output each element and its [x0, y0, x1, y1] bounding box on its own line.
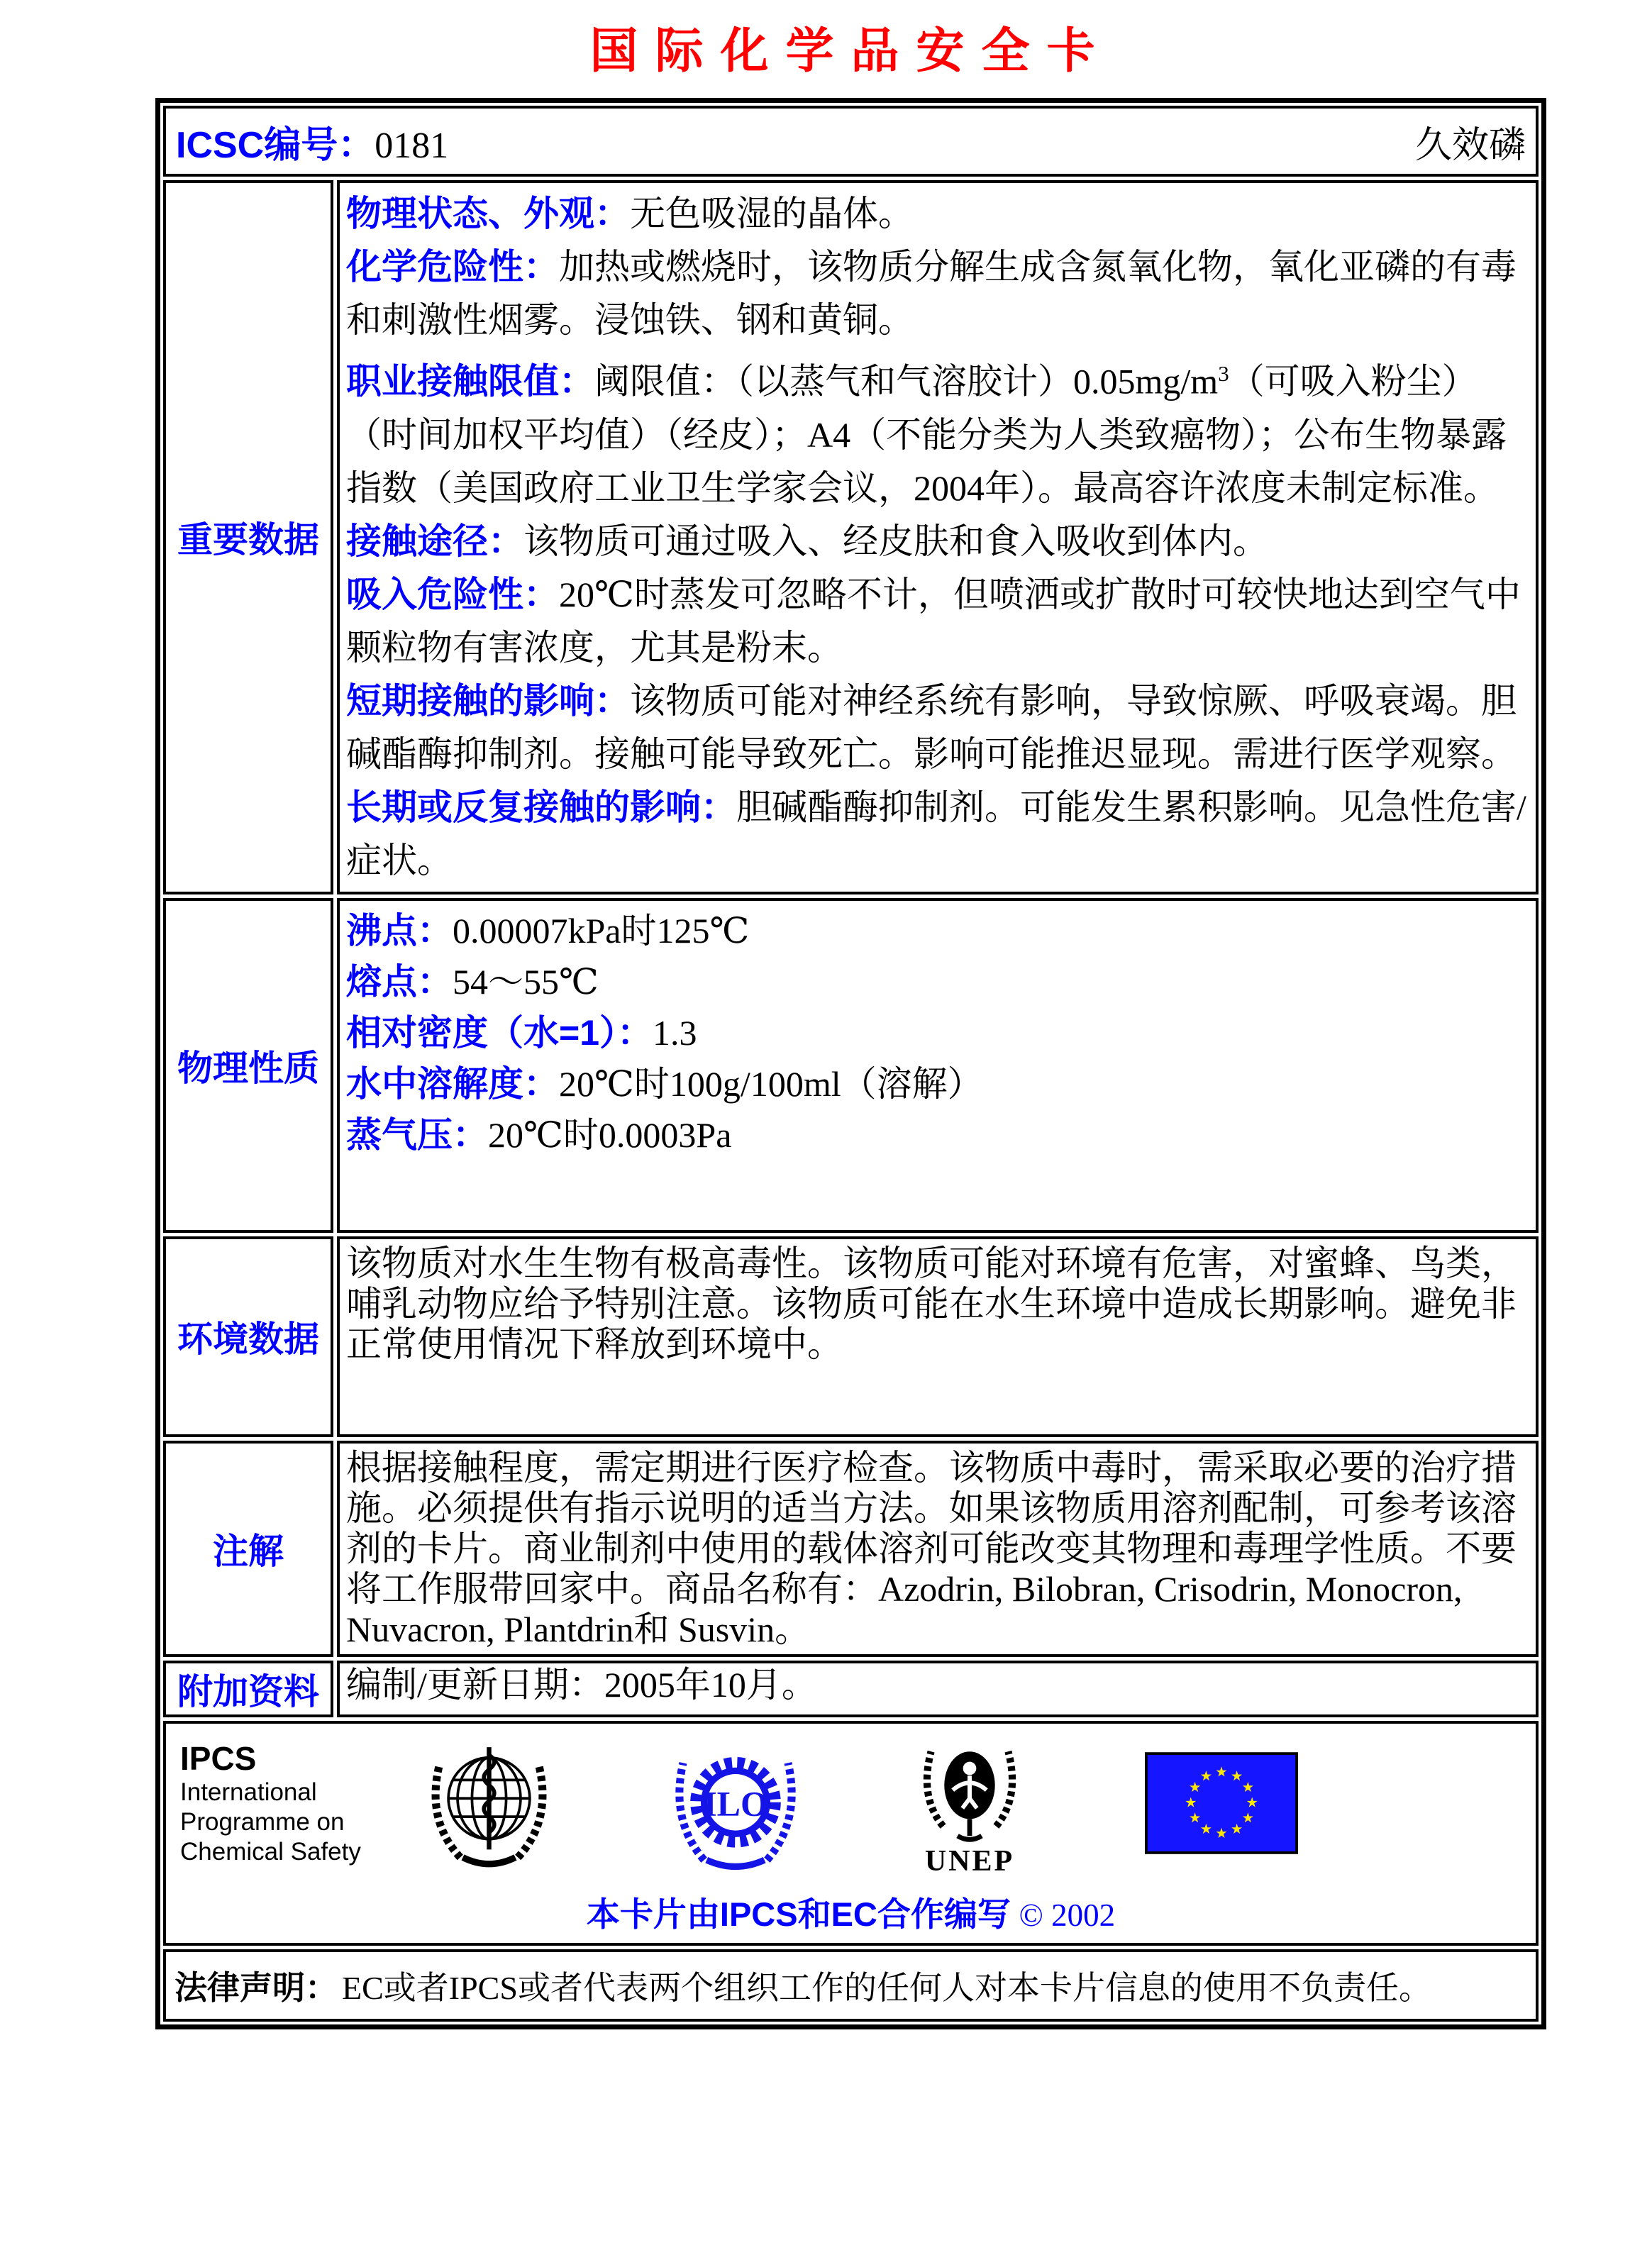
icsc-number-group — [176, 115, 448, 168]
important-item: 化学危险性：加热或燃烧时，该物质分解生成含氮氧化物，氧化亚磷的有毒和刺激性烟雾。浸蚀铁、钢和黄铜。 — [346, 247, 1517, 340]
caption-copyright: © 2002 — [1019, 1897, 1116, 1933]
legal-cell — [163, 1949, 1539, 2022]
icsc-card-table — [155, 98, 1546, 2029]
environmental-data-row — [163, 1236, 1539, 1437]
physical-properties-content — [337, 898, 1539, 1233]
svg-text:ILO: ILO — [703, 1783, 768, 1823]
important-item: 长期或反复接触的影响：胆碱酯酶抑制剂。可能发生累积影响。见急性危害/症状。 — [346, 787, 1526, 880]
superscript: 3 — [1218, 361, 1229, 386]
page-title: 国际化学品安全卡 — [589, 24, 1112, 78]
chemical-name: 久效磷 — [1414, 125, 1526, 166]
physical-item: 相对密度（水=1）：1.3 — [346, 1012, 697, 1053]
important-data-content — [337, 180, 1539, 894]
important-item: 短期接触的影响：该物质可能对神经系统有影响，导致惊厥、呼吸衰竭。胆碱酯酶抑制剂。接触可能导致死亡。影响可能推迟显现。需进行医学观察。 — [346, 680, 1517, 774]
row-label-notes: 注解 — [163, 1441, 333, 1657]
physical-item: 蒸气压：20℃时0.0003Pa — [346, 1114, 732, 1155]
header-row — [163, 106, 1539, 177]
notes-content — [337, 1441, 1539, 1657]
icsc-number-value: 0181 — [375, 125, 449, 166]
notes-text: 根据接触程度，需定期进行医疗检查。该物质中毒时，需采取必要的治疗措施。必须提供有指示说明的适当方法。如果该物质用溶剂配制，可参考该溶剂的卡片。商业制剂中使用的载体溶剂可能改变其物理和毒理学性质。不要将工作服带回家中。商品名称有：Azodrin, Bilobran, Crisodrin, Monocron, Nuvacron, Plantdrin和 Susvin。 — [346, 1447, 1517, 1649]
ipcs-line: Chemical Safety — [180, 1837, 361, 1866]
environmental-text: 该物质对水生生物有极高毒性。该物质可能对环境有危害，对蜜蜂、鸟类，哺乳动物应给予特别注意。该物质可能在水生环境中造成长期影响。避免非正常使用情况下释放到环境中。 — [346, 1243, 1517, 1364]
unep-wordmark: UNEP — [924, 1844, 1015, 1878]
legal-row — [163, 1949, 1539, 2022]
logos-cell — [163, 1721, 1539, 1946]
physical-item: 熔点：54～55℃ — [346, 961, 599, 1002]
ipcs-line: Programme on — [180, 1807, 345, 1836]
unep-logo-block — [909, 1739, 1030, 1877]
legal-text: EC或者IPCS或者代表两个组织工作的任何人对本卡片信息的使用不负责任。 — [342, 1969, 1431, 2006]
row-label-important-data: 重要数据 — [163, 180, 333, 894]
icsc-number-label: ICSC编号： — [176, 124, 375, 166]
ilo-emblem-icon — [668, 1739, 803, 1871]
eu-flag-icon — [1145, 1752, 1298, 1854]
notes-row — [163, 1441, 1539, 1657]
ipcs-line: International — [180, 1778, 317, 1806]
additional-info-row — [163, 1661, 1539, 1717]
caption-text: 本卡片由IPCS和EC合作编写 — [586, 1895, 1011, 1933]
unep-emblem-icon — [909, 1739, 1030, 1846]
additional-info-text: 编制/更新日期：2005年10月。 — [346, 1664, 817, 1705]
row-label-environmental-data: 环境数据 — [163, 1236, 333, 1437]
important-item: 吸入危险性：20℃时蒸发可忽略不计，但喷洒或扩散时可较快地达到空气中颗粒物有害浓度，尤其是粉末。 — [346, 574, 1521, 667]
header-cell — [163, 106, 1539, 177]
ipcs-text-block — [180, 1739, 372, 1867]
physical-properties-row — [163, 898, 1539, 1233]
logo-strip — [166, 1739, 1536, 1877]
legal-label: 法律声明： — [174, 1968, 338, 2006]
logos-caption — [166, 1888, 1536, 1936]
logos-row — [163, 1721, 1539, 1946]
important-item: 职业接触限值：阈限值：（以蒸气和气溶胶计）$0.05mg/m^3$（可吸入粉尘）（时间加权平均值）（经皮）；A4（不能分类为人类致癌物）；公布生物暴露指数（美国政府工业卫生学家会议，2004年）。最高容许浓度未制定标准。 — [346, 361, 1507, 508]
important-item: 物理状态、外观：无色吸湿的晶体。 — [346, 194, 914, 233]
additional-info-content — [337, 1661, 1539, 1717]
physical-item: 水中溶解度：20℃时100g/100ml（溶解） — [346, 1063, 983, 1104]
important-item: 接触途径：该物质可通过吸入、经皮肤和食入吸收到体内。 — [346, 521, 1268, 561]
ipcs-acronym: IPCS — [180, 1739, 257, 1777]
row-label-physical-properties: 物理性质 — [163, 898, 333, 1233]
important-data-row — [163, 180, 1539, 894]
environmental-data-content — [337, 1236, 1539, 1437]
physical-item: 沸点：0.00007kPa时125℃ — [346, 910, 750, 951]
who-emblem-icon — [420, 1739, 558, 1871]
row-label-additional-info: 附加资料 — [163, 1661, 333, 1717]
